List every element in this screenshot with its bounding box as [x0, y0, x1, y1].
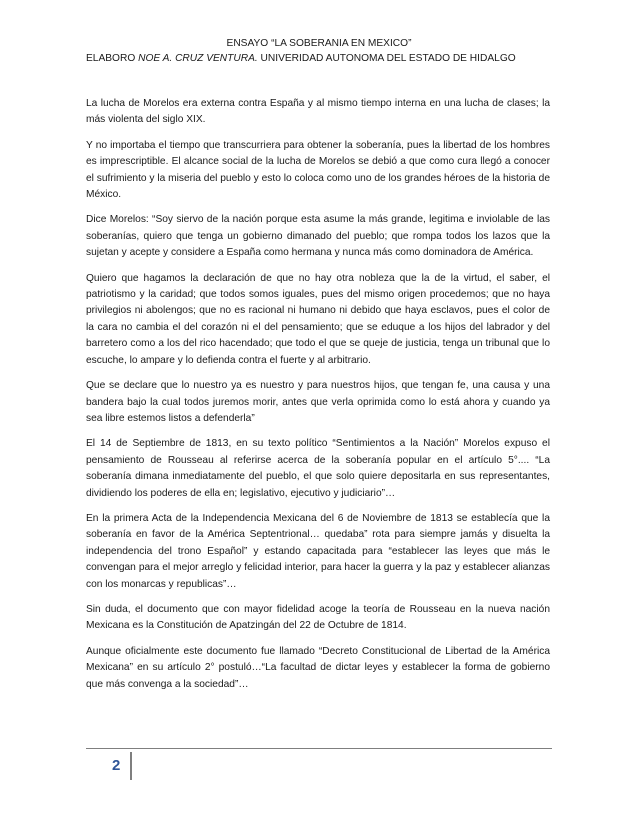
paragraph: La lucha de Morelos era externa contra España y al mismo tiempo interna en una lucha de clases; la más violenta del siglo XIX. — [86, 98, 550, 126]
institution-name: UNIVERIDAD AUTONOMA DEL ESTADO DE HIDALGO — [257, 53, 516, 64]
author-line — [86, 52, 552, 66]
paragraph: El 14 de Septiembre de 1813, en su texto político “Sentimientos a la Nación” Morelos expuso el pensamiento de Rousseau al referirse acerca de la soberanía popular en el artículo 5°.... “La soberanía dimana inmediatamente del pueblo, el que solo quiere depositarla en sus representantes, dividiendo los poderes de ella en; legislativo, ejecutivo y judiciario”… — [86, 438, 550, 499]
paragraph: Sin duda, el documento que con mayor fidelidad acoge la teoría de Rousseau en la nueva nación Mexicana es la Constitución de Apatzingán del 22 de Octubre de 1814. — [86, 603, 550, 632]
document-title: ENSAYO “LA SOBERANIA EN MEXICO” — [226, 38, 412, 49]
footer-divider — [86, 748, 552, 749]
paragraph: Dice Morelos: “Soy siervo de la nación porque esta asume la más grande, legitima e inviolable de las soberanías, quiero que tenga un gobierno dimanado del pueblo; que rompa todos los lazos que la sujetan y acepte y considere a España como hermana y nunca más como dominadora de América. — [86, 214, 550, 259]
paragraph: Quiero que hagamos la declaración de que no hay otra nobleza que la de la virtud, el saber, el patriotismo y la caridad; que todos somos iguales, pues del mismo origen procedemos; que no haya privilegios ni abolengos; que no es racional ni humano ni debido que haya esclavos, pues el color de la cara no cambia el del corazón ni el del pensamiento; que se eduque a los hijos del labrador y del barretero como a los del rico hacendado; que todo el que se queje de justicia, tenga un tribunal que lo escuche, lo ampare y lo defienda contra el fuerte y al arbitrario. — [86, 272, 550, 366]
paragraph: Que se declare que lo nuestro ya es nuestro y para nuestros hijos, que tengan fe, una causa y una bandera bajo la cual todos juremos morir, antes que verla oprimida como lo está ahora y cuando ya sea libre estemos listos a defenderla” — [86, 380, 550, 424]
paragraph: Aunque oficialmente este documento fue llamado “Decreto Constitucional de Libertad de la América Mexicana” en su artículo 2° postuló…“La facultad de dictar leyes y establecer la forma de gobierno que más convenga a la sociedad”… — [86, 645, 550, 690]
essay-body — [86, 96, 550, 702]
author-prefix: ELABORO — [86, 53, 139, 64]
paragraph: Y no importaba el tiempo que transcurriera para obtener la soberanía, pues la libertad de los hombres es imprescriptible. El alcance social de la lucha de Morelos se debió a que como cura llegó a conocer el sufrimiento y la miseria del pueblo y esto lo coloca como uno de los grandes héroes de la historia de México. — [86, 139, 550, 201]
page-number: 2 — [112, 757, 121, 774]
paragraph: En la primera Acta de la Independencia Mexicana del 6 de Noviembre de 1813 se establecía que la soberanía en favor de la América Septentrional… quedaba” rota para siempre jamás y disuelta la independencia del trono Español” y estando capacitada para “establecer las leyes que más le convengan para el mejor arreglo y felicidad interior, para hacer la guerra y la paz y establecer alianzas con los monarcas y republicas”… — [86, 512, 550, 590]
page-number-divider — [130, 752, 132, 780]
author-name: NOE A. CRUZ VENTURA. — [138, 53, 258, 64]
